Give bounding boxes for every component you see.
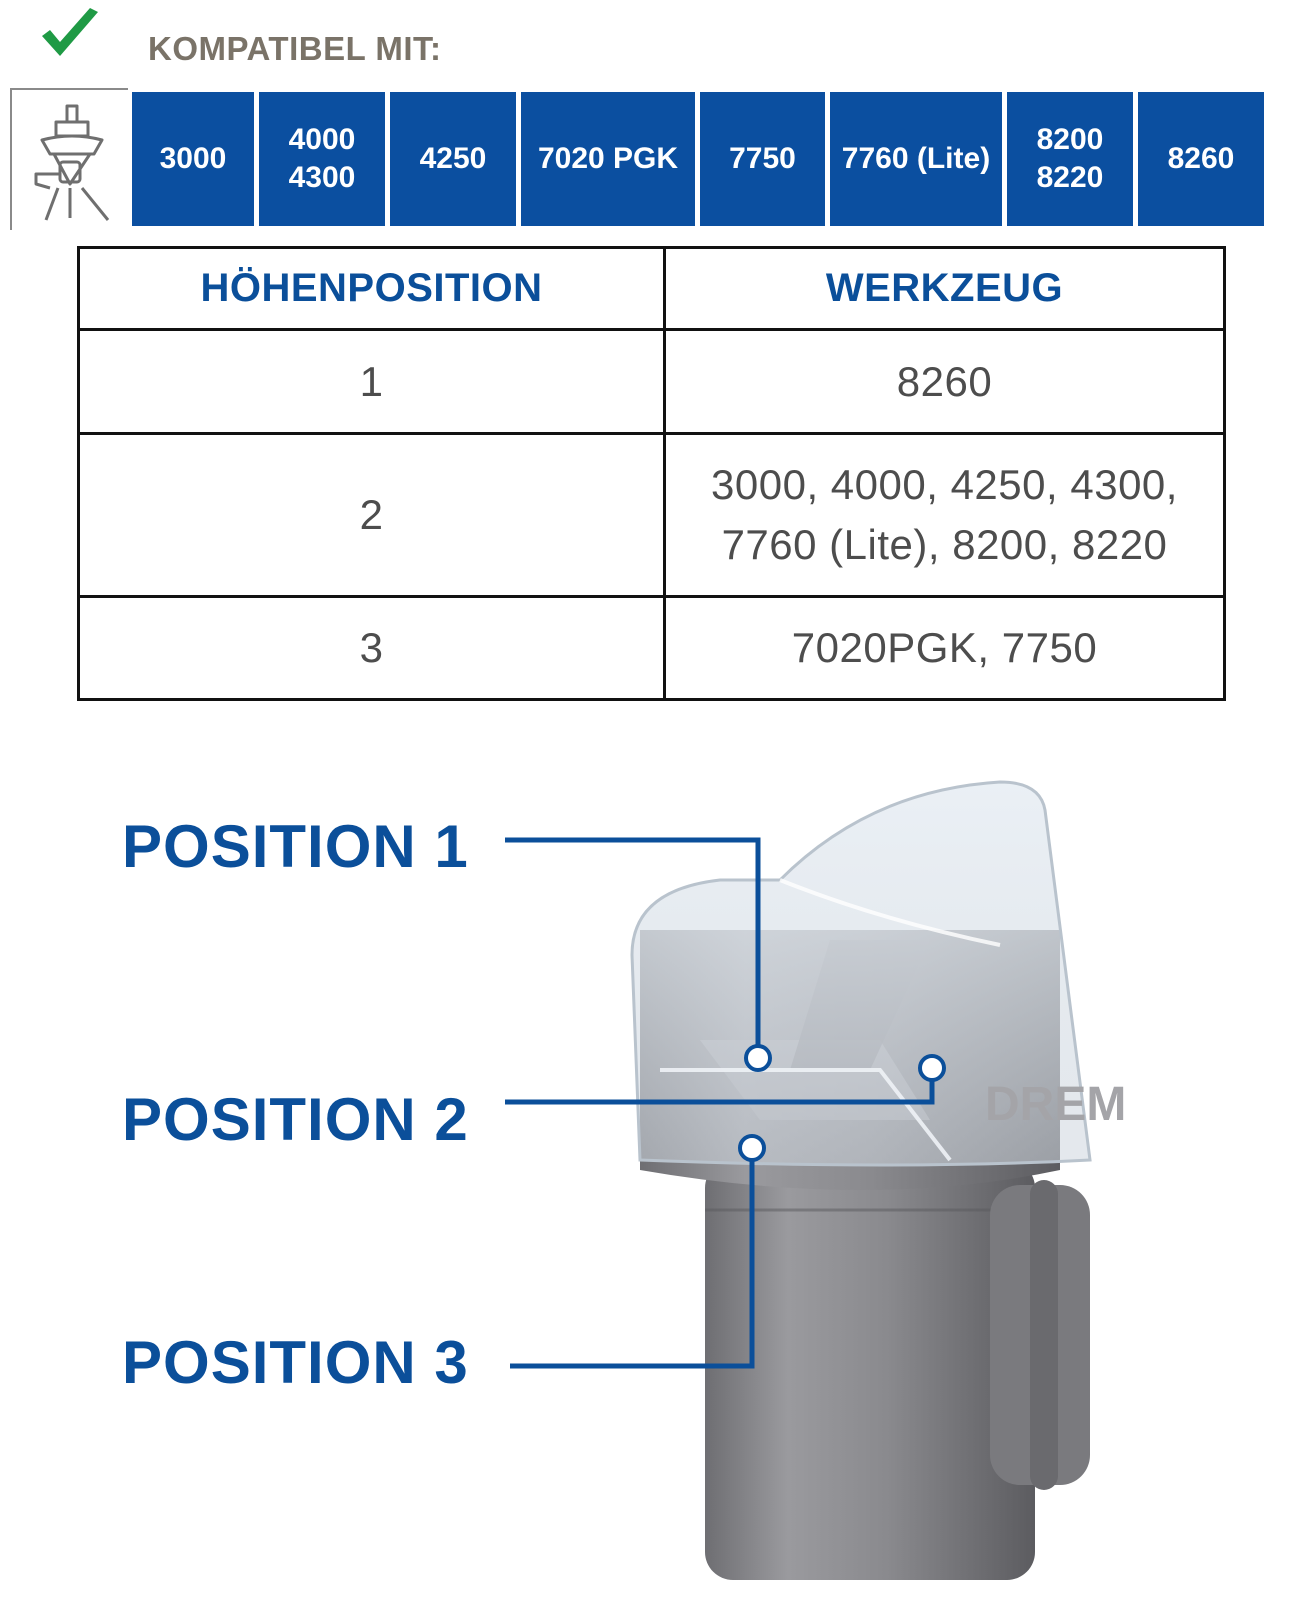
- tool-cell: 8260: [665, 330, 1225, 434]
- header-height-position: HÖHENPOSITION: [79, 248, 665, 330]
- position-1-label: POSITION 1: [122, 813, 469, 880]
- tool-cell: 7020PGK, 7750: [665, 597, 1225, 700]
- model-cell: 8260: [1138, 92, 1264, 226]
- tool-image-box: [10, 88, 128, 230]
- brand-watermark: DREM: [985, 1078, 1127, 1131]
- compatibility-title: KOMPATIBEL MIT:: [148, 30, 442, 67]
- model-cell: 7020 PGK: [521, 92, 695, 226]
- position-cell: 1: [79, 330, 665, 434]
- position-3-marker: [740, 1136, 764, 1160]
- tool-cell: [665, 434, 1225, 597]
- position-cell: 2: [79, 434, 665, 597]
- table-row: [79, 434, 1225, 597]
- position-2-marker: [920, 1056, 944, 1080]
- table-row: [79, 330, 1225, 434]
- position-3-label: POSITION 3: [122, 1329, 469, 1396]
- position-diagram: [0, 740, 1300, 1600]
- model-cell: 7750: [700, 92, 825, 226]
- position-2-label: POSITION 2: [122, 1086, 469, 1153]
- position-1-marker: [746, 1046, 770, 1070]
- attachment-illustration: [0, 740, 1300, 1600]
- model-cell: 4250: [390, 92, 516, 226]
- model-cell: 7760 (Lite): [830, 92, 1002, 226]
- drill-stand-icon: [20, 104, 120, 222]
- table-header-row: [79, 248, 1225, 330]
- position-cell: 3: [79, 597, 665, 700]
- tool-cell-text: 3000, 4000, 4250, 4300, 7760 (Lite), 8200, 8220: [711, 461, 1178, 568]
- model-cell: 4000 4300: [259, 92, 385, 226]
- table-row: [79, 597, 1225, 700]
- model-cell: 8200 8220: [1007, 92, 1133, 226]
- header-tool: WERKZEUG: [665, 248, 1225, 330]
- position-tool-table: [77, 246, 1226, 701]
- model-cell: 3000: [132, 92, 254, 226]
